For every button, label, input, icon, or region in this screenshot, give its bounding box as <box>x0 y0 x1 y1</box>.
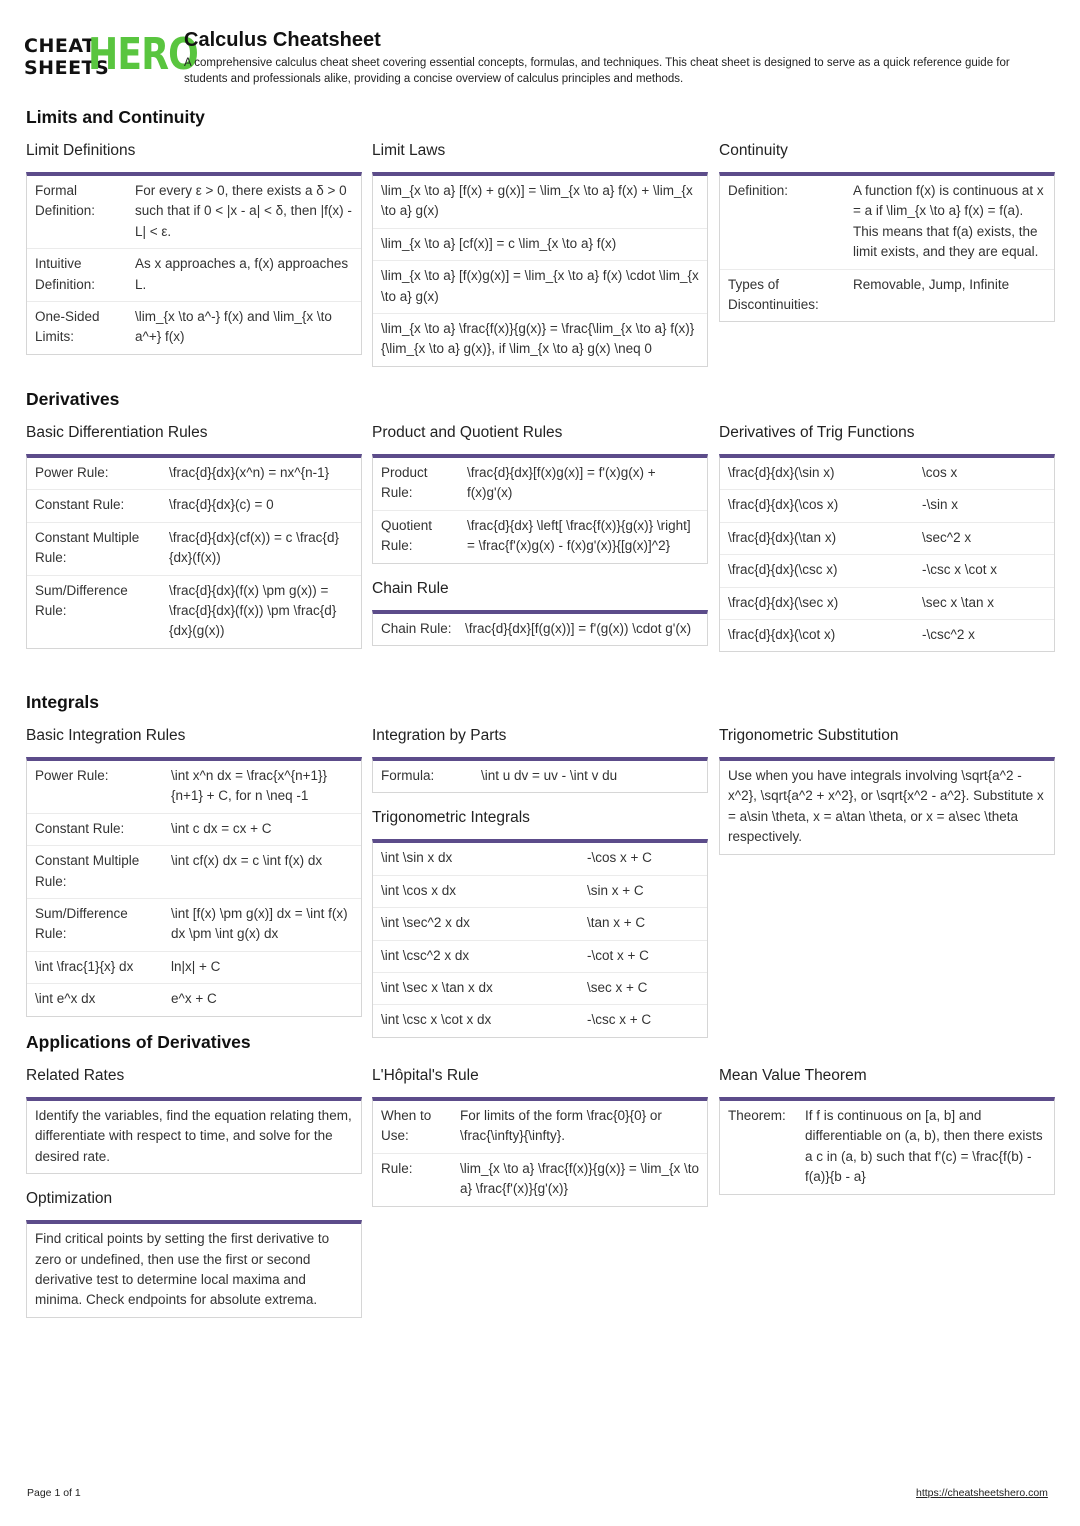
table-row <box>720 620 1054 651</box>
spacer <box>372 564 708 580</box>
row-value: A function f(x) is continuous at x = a if \lim_{x \to a} f(x) = f(a). This means that f(a) exists, the limit exists, and they are equal. <box>853 183 1044 260</box>
card-body <box>372 610 708 646</box>
table-row <box>27 249 361 302</box>
table-row <box>373 761 707 792</box>
page-number: Page 1 of 1 <box>27 1487 81 1499</box>
card-body <box>372 454 708 564</box>
card-body <box>719 172 1055 322</box>
card-title: Derivatives of Trig Functions <box>719 424 915 441</box>
card-body <box>26 1097 362 1174</box>
table-row <box>27 984 361 1015</box>
card-body <box>26 172 362 355</box>
card-title-optimization: Optimization <box>26 1190 113 1208</box>
card-title: Continuity <box>719 142 788 159</box>
table-row <box>27 761 361 814</box>
card-title-trig-integrals: Trigonometric Integrals <box>372 809 530 827</box>
row-value: -\cos x + C <box>587 850 652 866</box>
table-row <box>27 576 361 648</box>
row-key: Definition: <box>728 183 789 198</box>
table-row <box>27 302 361 354</box>
card-body <box>719 454 1055 652</box>
row-key: \int \sin x dx <box>381 850 453 866</box>
card-integration-by-parts <box>372 727 708 1038</box>
row-key: \frac{d}{dx}(\tan x) <box>728 529 837 545</box>
row-key: Formula: <box>381 768 435 783</box>
row-key: Quotient Rule: <box>381 517 433 554</box>
card-limit-definitions <box>26 142 362 355</box>
row-key: Constant Rule: <box>35 820 125 836</box>
row-value: e^x + C <box>171 991 217 1007</box>
row-value: \sec x + C <box>587 980 648 996</box>
table-row <box>720 588 1054 620</box>
table-row <box>373 176 707 229</box>
table-row <box>27 523 361 576</box>
row-key: \int \sec x \tan x dx <box>381 980 493 996</box>
row-key: When to Use: <box>381 1108 432 1144</box>
row-key: \int \csc^2 x dx <box>381 947 470 963</box>
row-key: Product Rule: <box>381 465 428 501</box>
table-row <box>720 1101 1054 1194</box>
table-row <box>373 614 707 645</box>
row-value: \lim_{x \to a^-} f(x) and \lim_{x \to a^+} f(x) <box>135 309 332 345</box>
card-body <box>26 454 362 649</box>
row-key: \frac{d}{dx}(\csc x) <box>728 562 838 578</box>
card-basic-differentiation <box>26 424 362 649</box>
table-row <box>373 843 707 875</box>
row-value: As x approaches a, f(x) approaches L. <box>135 256 349 292</box>
card-title: Limit Laws <box>372 142 446 159</box>
card-title: Integration by Parts <box>372 727 507 744</box>
section-title-derivatives: Derivatives <box>26 389 120 409</box>
card-title: Product and Quotient Rules <box>372 424 563 441</box>
card-continuity <box>719 142 1055 322</box>
row-key: Constant Rule: <box>35 497 125 513</box>
table-row <box>373 511 707 563</box>
section-title-limits: Limits and Continuity <box>26 107 205 127</box>
row-key: \int \frac{1}{x} dx <box>35 958 134 974</box>
row-key: Types of Discontinuities: <box>728 276 819 313</box>
row-value: \sec x \tan x <box>922 594 995 610</box>
row-value: \frac{d}{dx}(f(x) \pm g(x)) = \frac{d}{dx}(f(x)) \pm \frac{d}{dx}(g(x)) <box>169 582 337 639</box>
row-key: Constant Multiple Rule: <box>35 529 140 566</box>
row-value: \lim_{x \to a} [f(x)g(x)] = \lim_{x \to a} f(x) \cdot \lim_{x \to a} g(x) <box>381 268 699 304</box>
row-value: \lim_{x \to a} \frac{f(x)}{g(x)} = \lim_{x \to a} \frac{f'(x)}{g'(x)} <box>460 1160 699 1197</box>
table-row <box>373 1154 707 1206</box>
footer-link[interactable]: https://cheatsheetshero.com <box>916 1487 1048 1499</box>
row-value: \int cf(x) dx = c \int f(x) dx <box>171 853 323 869</box>
row-value: \cos x <box>922 465 958 480</box>
row-value: \lim_{x \to a} [f(x) + g(x)] = \lim_{x \to a} f(x) + \lim_{x \to a} g(x) <box>381 183 693 219</box>
table-row <box>27 899 361 952</box>
row-key: \int \cos x dx <box>381 882 457 898</box>
row-value: -\csc^2 x <box>922 627 975 643</box>
row-key: \frac{d}{dx}(\sin x) <box>728 465 835 480</box>
table-row <box>27 176 361 249</box>
row-key: Formal Definition: <box>35 183 96 219</box>
card-body <box>372 172 708 367</box>
table-row <box>373 229 707 261</box>
row-key: Power Rule: <box>35 768 109 783</box>
table-row <box>720 458 1054 490</box>
page-title: Calculus Cheatsheet <box>184 29 381 51</box>
row-value: \frac{d}{dx} \left[ \frac{f(x)}{g(x)} \right] = \frac{f'(x)g(x) - f(x)g'(x)}{[g(x)]^2} <box>467 517 691 554</box>
row-key: \int e^x dx <box>35 991 96 1007</box>
table-row <box>373 458 707 511</box>
row-value: If f is continuous on [a, b] and differentiable on (a, b), then there exists a c in (a, b) such that f'(c) = \frac{f(b) - f(a)}{b - a} <box>805 1108 1043 1185</box>
card-title: Limit Definitions <box>26 142 136 159</box>
row-key: Constant Multiple Rule: <box>35 853 140 889</box>
table-row <box>27 952 361 984</box>
row-value: \tan x + C <box>587 915 646 931</box>
row-value: ln|x| + C <box>171 958 221 974</box>
table-row <box>720 490 1054 522</box>
row-value: \int u dv = uv - \int v du <box>481 768 618 783</box>
table-row <box>720 176 1054 270</box>
card-limit-laws <box>372 142 708 367</box>
row-value: -\csc x \cot x <box>922 562 998 578</box>
row-value: -\cot x + C <box>587 947 649 963</box>
row-value: \int x^n dx = \frac{x^{n+1}}{n+1} + C, for n \neq -1 <box>171 768 328 804</box>
table-row <box>373 261 707 314</box>
row-key: \int \csc x \cot x dx <box>381 1012 492 1028</box>
row-key: \frac{d}{dx}(\cos x) <box>728 497 839 513</box>
card-text: Use when you have integrals involving \sqrt{a^2 - x^2}, \sqrt{a^2 + x^2}, or \sqrt{x^2 - a^2}. Substitute x = a\sin \theta, x = a\tan \theta, or x = a\sec \theta respectively. <box>728 768 1044 845</box>
card-title: Basic Differentiation Rules <box>26 424 208 441</box>
row-key: One-Sided Limits: <box>35 309 100 345</box>
table-row <box>27 490 361 522</box>
row-key: Sum/Difference Rule: <box>35 906 128 942</box>
card-title: L'Hôpital's Rule <box>372 1067 479 1084</box>
card-body <box>372 1097 708 1207</box>
row-key: Theorem: <box>728 1108 786 1123</box>
card-text: Identify the variables, find the equation relating them, differentiate with respect to time, and solve for the desired rate. <box>35 1108 352 1164</box>
row-value: \lim_{x \to a} \frac{f(x)}{g(x)} = \frac{\lim_{x \to a} f(x)}{\lim_{x \to a} g(x)}, if \lim_{x \to a} g(x) \neq 0 <box>381 321 695 357</box>
table-row <box>373 876 707 908</box>
row-value: \frac{d}{dx}[f(x)g(x)] = f'(x)g(x) + f(x)g'(x) <box>467 465 656 501</box>
card-mean-value-theorem <box>719 1067 1055 1195</box>
card-trig-substitution <box>719 727 1055 855</box>
card-title: Mean Value Theorem <box>719 1067 867 1084</box>
card-body <box>372 839 708 1037</box>
table-row <box>373 1005 707 1036</box>
row-key: Sum/Difference Rule: <box>35 582 128 619</box>
row-key: Power Rule: <box>35 465 109 480</box>
section-title-applications: Applications of Derivatives <box>26 1032 251 1052</box>
row-key: Rule: <box>381 1160 413 1176</box>
row-value: \int [f(x) \pm g(x)] dx = \int f(x) dx \pm \int g(x) dx <box>171 906 348 942</box>
table-row <box>373 908 707 940</box>
card-lhopital <box>372 1067 708 1207</box>
row-value: \frac{d}{dx}[f(g(x))] = f'(g(x)) \cdot g'(x) <box>465 620 692 636</box>
card-body <box>26 1220 362 1318</box>
card-trig-derivatives <box>719 424 1055 652</box>
page-description: A comprehensive calculus cheat sheet covering essential concepts, formulas, and techniques. This cheat sheet is designed to serve as a quick reference guide for students and professionals alike, providing a concise overview of calculus principles and methods. <box>184 57 1010 85</box>
row-value: \frac{d}{dx}(cf(x)) = c \frac{d}{dx}(f(x)) <box>169 529 339 566</box>
row-key: Intuitive Definition: <box>35 256 96 292</box>
row-value: For every ε > 0, there exists a δ > 0 such that if 0 < |x - a| < δ, then |f(x) - L| < ε. <box>135 183 352 239</box>
card-body <box>719 1097 1055 1195</box>
row-key: \frac{d}{dx}(\sec x) <box>728 594 839 610</box>
spacer <box>372 793 708 809</box>
card-related-rates <box>26 1067 362 1318</box>
row-value: \frac{d}{dx}(x^n) = nx^{n-1} <box>169 465 330 480</box>
spacer <box>26 1174 362 1190</box>
row-key: Chain Rule: <box>381 620 452 636</box>
card-body <box>372 757 708 793</box>
table-row <box>373 973 707 1005</box>
row-value: For limits of the form \frac{0}{0} or \frac{\infty}{\infty}. <box>460 1108 662 1144</box>
row-value: Removable, Jump, Infinite <box>853 276 1010 292</box>
table-row <box>373 314 707 366</box>
card-title: Basic Integration Rules <box>26 727 186 744</box>
table-row <box>27 814 361 846</box>
cheatsheetshero-logo[interactable] <box>24 29 199 80</box>
card-product-quotient <box>372 424 708 646</box>
row-value: \int c dx = cx + C <box>171 820 272 836</box>
table-row <box>373 1101 707 1154</box>
logo-cheat-text: CHEAT <box>24 35 96 57</box>
row-key: \frac{d}{dx}(\cot x) <box>728 627 836 643</box>
table-row <box>27 458 361 490</box>
table-row <box>27 846 361 899</box>
row-value: \sin x + C <box>587 882 644 898</box>
card-body <box>26 757 362 1017</box>
row-value: -\sin x <box>922 497 959 513</box>
table-row <box>720 523 1054 555</box>
row-key: \int \sec^2 x dx <box>381 915 470 931</box>
row-value: \frac{d}{dx}(c) = 0 <box>169 497 274 513</box>
logo-sheets-text: SHEETS <box>24 57 110 79</box>
row-value: -\csc x + C <box>587 1012 652 1028</box>
row-value: \lim_{x \to a} [cf(x)] = c \lim_{x \to a} f(x) <box>381 235 617 251</box>
card-title: Trigonometric Substitution <box>719 727 899 744</box>
card-title: Related Rates <box>26 1067 125 1084</box>
section-title-integrals: Integrals <box>26 692 99 712</box>
row-value: \sec^2 x <box>922 529 972 545</box>
card-body <box>719 757 1055 855</box>
card-basic-integration <box>26 727 362 1017</box>
card-title-chain-rule: Chain Rule <box>372 579 449 597</box>
table-row <box>373 941 707 973</box>
card-text: Find critical points by setting the first derivative to zero or undefined, then use the first or second derivative test to determine local maxima and minima. Check endpoints for absolute extrema. <box>35 1231 330 1308</box>
table-row <box>720 270 1054 322</box>
logo-hero-text: HERO <box>88 29 199 80</box>
table-row <box>720 555 1054 587</box>
